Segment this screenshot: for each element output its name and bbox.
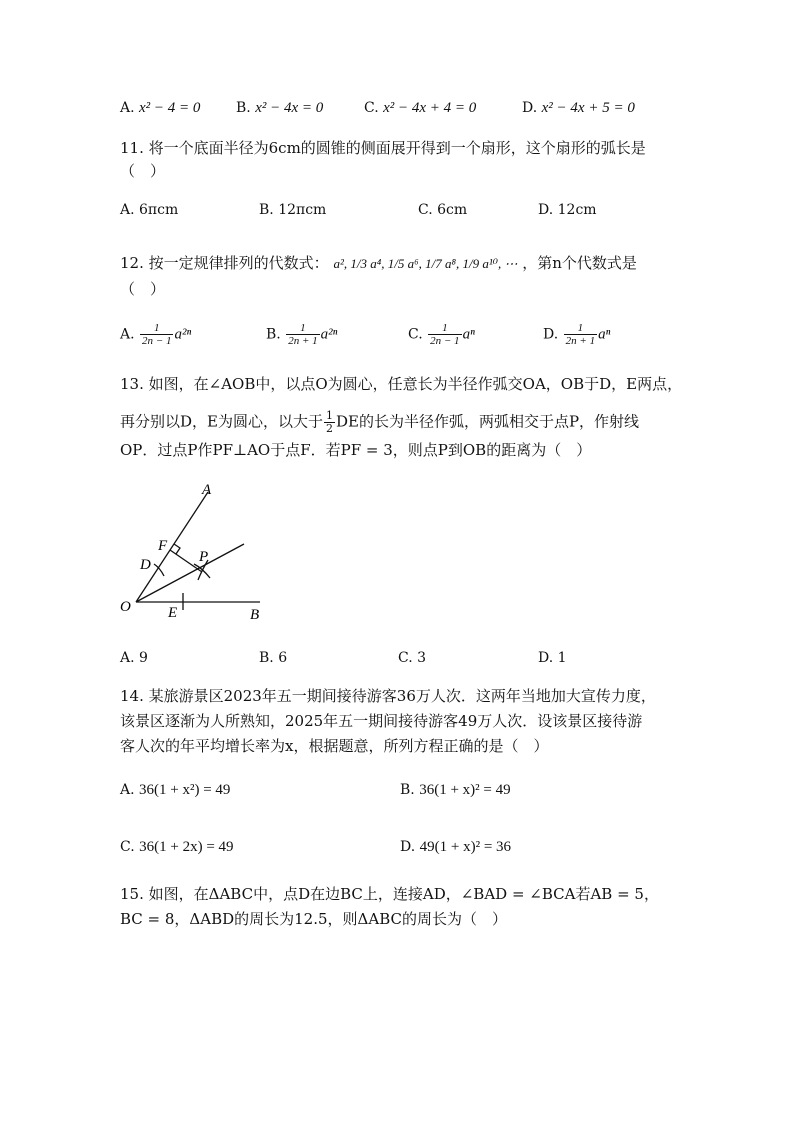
q15-line-2: BC = 8，ΔABD的周长为12.5，则ΔABC的周长为（ ） — [120, 910, 507, 928]
q13-option-c: C. 3 — [398, 650, 427, 666]
q11-option-c: C. 6cm — [418, 202, 468, 218]
label-o: O — [120, 599, 131, 615]
q14-option-c: C. 36(1 + 2x) = 49 — [120, 839, 234, 855]
q13-line-3: OP．过点P作PF⊥AO于点F．若PF = 3，则点P到OB的距离为（ ） — [120, 441, 592, 459]
q14-option-b: B. 36(1 + x)² = 49 — [400, 782, 511, 798]
ray-op — [136, 544, 244, 602]
q12-option-a: A. $\frac{1}{2n - 1}$ a²ⁿ — [120, 322, 192, 347]
q11-option-b: B. 12πcm — [259, 202, 327, 218]
q10-option-d: D. x² − 4x + 5 = 0 — [522, 100, 635, 116]
q14-option-a: A. 36(1 + x²) = 49 — [120, 782, 231, 798]
q12-option-b: B. $\frac{1}{2n + 1}$ a²ⁿ — [266, 322, 338, 347]
q11-option-d: D. 12cm — [538, 202, 597, 218]
label-p: P — [199, 549, 209, 565]
q10-option-a: A. x² − 4 = 0 — [120, 100, 201, 116]
q13-option-d: D. 1 — [538, 650, 567, 666]
q14-line-1: 14. 某旅游景区2023年五一期间接待游客36万人次．这两年当地加大宣传力度， — [120, 687, 656, 705]
q13-figure — [110, 478, 280, 628]
q13-option-b: B. 6 — [259, 650, 288, 666]
label-f: F — [158, 538, 168, 554]
label-e: E — [168, 605, 178, 621]
right-angle-mark — [174, 544, 180, 554]
q10-option-b: B. x² − 4x = 0 — [236, 100, 324, 116]
q12-option-c: C. $\frac{1}{2n - 1}$ aⁿ — [408, 322, 475, 347]
q12-stem: 12. 按一定规律排列的代数式： a², 1/3 a⁴, 1/5 a⁶, 1/7 a⁸, 1/9 a¹⁰, ⋯ ，第n个代数式是 — [120, 254, 637, 272]
q10-option-c: C. x² − 4x + 4 = 0 — [364, 100, 477, 116]
q12-option-d: D. $\frac{1}{2n + 1}$ aⁿ — [543, 322, 611, 347]
label-d: D — [140, 557, 151, 573]
q11-paren: （ ） — [120, 162, 166, 180]
q14-line-2: 该景区逐渐为人所熟知，2025年五一期间接待游客49万人次．设该景区接待游 — [120, 712, 643, 730]
q12-paren: （ ） — [120, 280, 166, 298]
label-b: B — [250, 607, 260, 623]
q13-option-a: A. 9 — [120, 650, 148, 666]
ray-oa — [136, 492, 208, 602]
q14-option-d: D. 49(1 + x)² = 36 — [400, 839, 512, 855]
q13-line-2: 再分别以D，E为圆心，以大于 $\frac{1}{2}$ DE的长为半径作弧，两弧相交于点P，作射线 — [120, 409, 640, 435]
q15-line-1: 15. 如图，在ΔABC中，点D在边BC上，连接AD，∠BAD = ∠BCA若AB = 5， — [120, 885, 659, 903]
perpendicular-pf — [170, 550, 202, 572]
q14-line-3: 客人次的年平均增长率为x，根据题意，所列方程正确的是（ ） — [120, 737, 549, 755]
q13-line-1: 13. 如图，在∠AOB中，以点O为圆心，任意长为半径作弧交OA，OB于D，E两点， — [120, 375, 683, 393]
label-a: A — [202, 482, 212, 498]
q11-option-a: A. 6πcm — [120, 202, 179, 218]
q11-stem: 11. 将一个底面半径为6cm的圆锥的侧面展开得到一个扇形，这个扇形的弧长是 — [120, 139, 646, 157]
